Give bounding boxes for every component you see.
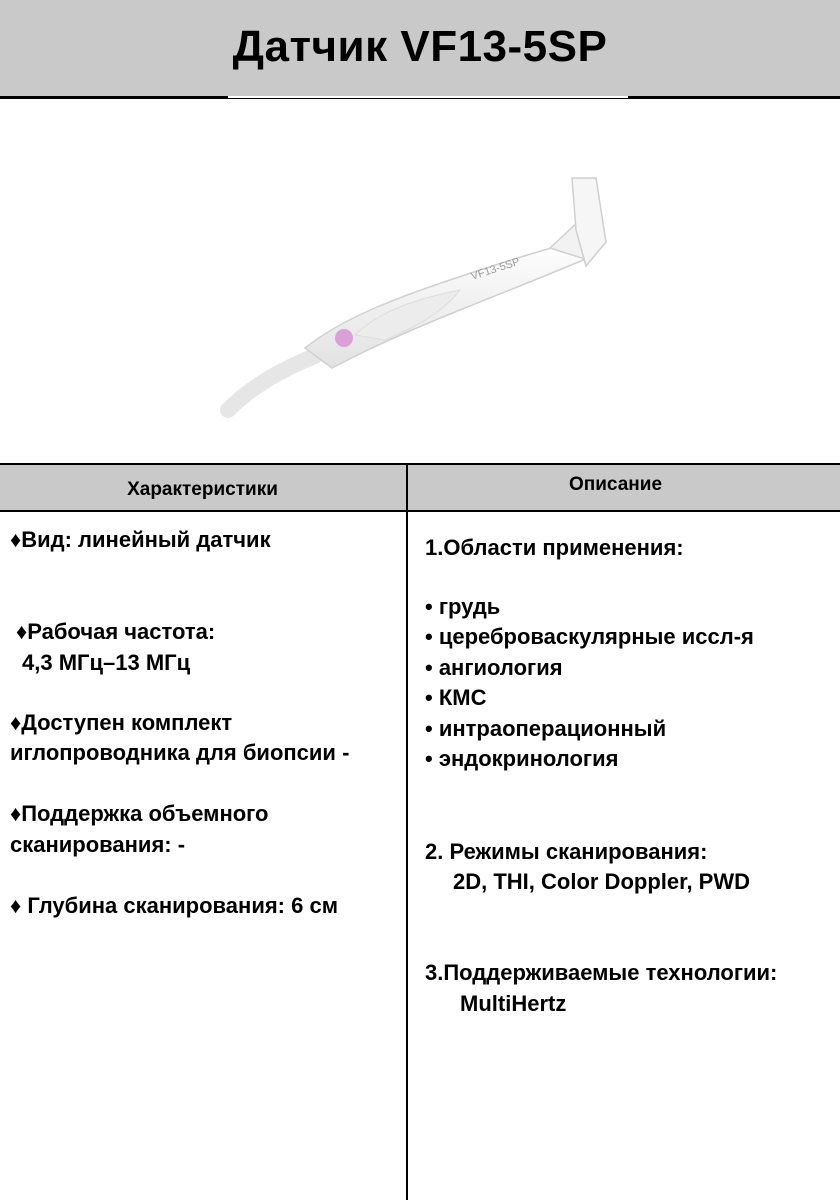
column-header-description: Описание bbox=[568, 474, 663, 495]
application-item: • цереброваскулярные иссл-я bbox=[425, 624, 754, 649]
header-divider-right bbox=[628, 96, 840, 99]
probe-cable bbox=[228, 356, 315, 410]
spec-biopsy-line1: ♦Доступен комплект bbox=[10, 710, 233, 735]
spec-frequency-value: 4,3 МГц–13 МГц bbox=[22, 650, 191, 675]
spec-volume-line1: ♦Поддержка объемного bbox=[10, 801, 269, 826]
spec-type: ♦Вид: линейный датчик bbox=[10, 527, 271, 552]
column-divider bbox=[406, 463, 408, 1200]
spec-volume-line2: сканирования: - bbox=[10, 832, 186, 857]
table-header-row bbox=[0, 463, 840, 512]
technologies-value: MultiHertz bbox=[460, 991, 567, 1016]
page-title: Датчик VF13-5SP bbox=[232, 22, 608, 71]
header-divider-middle bbox=[228, 98, 628, 99]
application-item: • ангиология bbox=[425, 655, 563, 680]
application-item: • интраоперационный bbox=[425, 716, 667, 741]
scan-modes-value: 2D, THI, Color Doppler, PWD bbox=[453, 869, 751, 894]
application-item: • эндокринология bbox=[425, 746, 619, 771]
technologies-title: 3.Поддерживаемые технологии: bbox=[425, 960, 778, 985]
column-header-characteristics: Характеристики bbox=[127, 479, 278, 500]
probe-model-label: VF13-5SP bbox=[469, 255, 522, 283]
spec-frequency-label: ♦Рабочая частота: bbox=[16, 619, 216, 644]
title-banner bbox=[0, 0, 840, 96]
probe-button bbox=[335, 329, 353, 347]
applications-title: 1.Области применения: bbox=[425, 535, 684, 560]
spec-depth: ♦ Глубина сканирования: 6 см bbox=[10, 893, 338, 918]
scan-modes-title: 2. Режимы сканирования: bbox=[425, 839, 708, 864]
probe-image bbox=[220, 170, 620, 420]
spec-biopsy-line2: иглопроводника для биопсии - bbox=[10, 740, 350, 765]
application-item: • грудь bbox=[425, 594, 501, 619]
application-item: • КМС bbox=[425, 685, 487, 710]
header-divider-left bbox=[0, 96, 228, 99]
